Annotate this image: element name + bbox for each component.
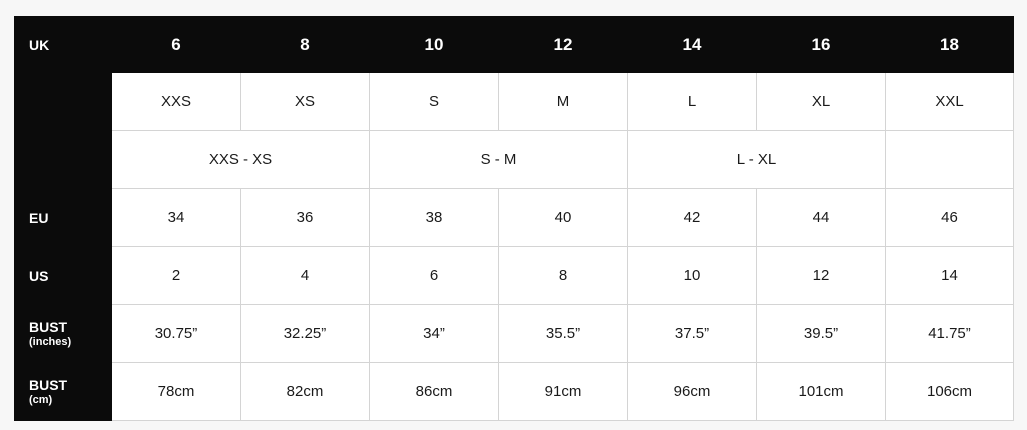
cell-letter-5: L — [628, 73, 757, 131]
cell-letter-7: XXL — [886, 73, 1014, 131]
cell-bust-in-3: 34” — [370, 305, 499, 363]
row-label-uk: UK — [15, 17, 112, 73]
cell-eu-7: 46 — [886, 189, 1014, 247]
cell-bust-in-5: 37.5” — [628, 305, 757, 363]
cell-uk-6: 6 — [112, 17, 241, 73]
row-label-bust-inches-main: BUST — [29, 318, 68, 335]
row-label-eu: EU — [15, 189, 112, 247]
cell-bust-in-1: 30.75” — [112, 305, 241, 363]
cell-bust-cm-5: 96cm — [628, 363, 757, 421]
row-label-grouped-size-empty — [15, 131, 112, 189]
row-label-bust-cm-sub: (cm) — [29, 393, 53, 406]
row-label-bust-cm — [15, 363, 112, 421]
row-label-bust-cm-main: BUST — [29, 376, 68, 393]
table-row-us — [15, 247, 1014, 305]
row-label-bust-inches-sub: (inches) — [29, 335, 72, 348]
cell-eu-3: 38 — [370, 189, 499, 247]
cell-us-5: 10 — [628, 247, 757, 305]
cell-us-2: 4 — [241, 247, 370, 305]
cell-letter-6: XL — [757, 73, 886, 131]
cell-uk-10: 10 — [370, 17, 499, 73]
table-row-eu — [15, 189, 1014, 247]
cell-group-l-xl: L - XL — [628, 131, 886, 189]
cell-letter-4: M — [499, 73, 628, 131]
table-row-bust-inches — [15, 305, 1014, 363]
cell-bust-in-6: 39.5” — [757, 305, 886, 363]
cell-bust-in-7: 41.75” — [886, 305, 1014, 363]
row-label-letter-size-empty — [15, 73, 112, 131]
cell-uk-18: 18 — [886, 17, 1014, 73]
cell-bust-cm-7: 106cm — [886, 363, 1014, 421]
cell-letter-1: XXS — [112, 73, 241, 131]
cell-uk-14: 14 — [628, 17, 757, 73]
cell-bust-cm-1: 78cm — [112, 363, 241, 421]
row-label-us: US — [15, 247, 112, 305]
cell-bust-cm-2: 82cm — [241, 363, 370, 421]
table-row-uk — [15, 17, 1014, 73]
cell-bust-in-4: 35.5” — [499, 305, 628, 363]
cell-eu-1: 34 — [112, 189, 241, 247]
cell-us-6: 12 — [757, 247, 886, 305]
cell-uk-16: 16 — [757, 17, 886, 73]
cell-bust-cm-4: 91cm — [499, 363, 628, 421]
cell-us-1: 2 — [112, 247, 241, 305]
cell-letter-3: S — [370, 73, 499, 131]
table-row-bust-cm — [15, 363, 1014, 421]
table-row-letter-size — [15, 73, 1014, 131]
cell-us-7: 14 — [886, 247, 1014, 305]
cell-eu-2: 36 — [241, 189, 370, 247]
cell-eu-4: 40 — [499, 189, 628, 247]
cell-letter-2: XS — [241, 73, 370, 131]
cell-us-3: 6 — [370, 247, 499, 305]
cell-group-empty — [886, 131, 1014, 189]
table-row-grouped-size — [15, 131, 1014, 189]
row-label-bust-inches — [15, 305, 112, 363]
cell-uk-8: 8 — [241, 17, 370, 73]
cell-bust-cm-3: 86cm — [370, 363, 499, 421]
cell-eu-5: 42 — [628, 189, 757, 247]
cell-bust-cm-6: 101cm — [757, 363, 886, 421]
cell-uk-12: 12 — [499, 17, 628, 73]
size-chart-table — [14, 16, 1014, 421]
cell-bust-in-2: 32.25” — [241, 305, 370, 363]
cell-group-s-m: S - M — [370, 131, 628, 189]
cell-eu-6: 44 — [757, 189, 886, 247]
cell-group-xxs-xs: XXS - XS — [112, 131, 370, 189]
cell-us-4: 8 — [499, 247, 628, 305]
